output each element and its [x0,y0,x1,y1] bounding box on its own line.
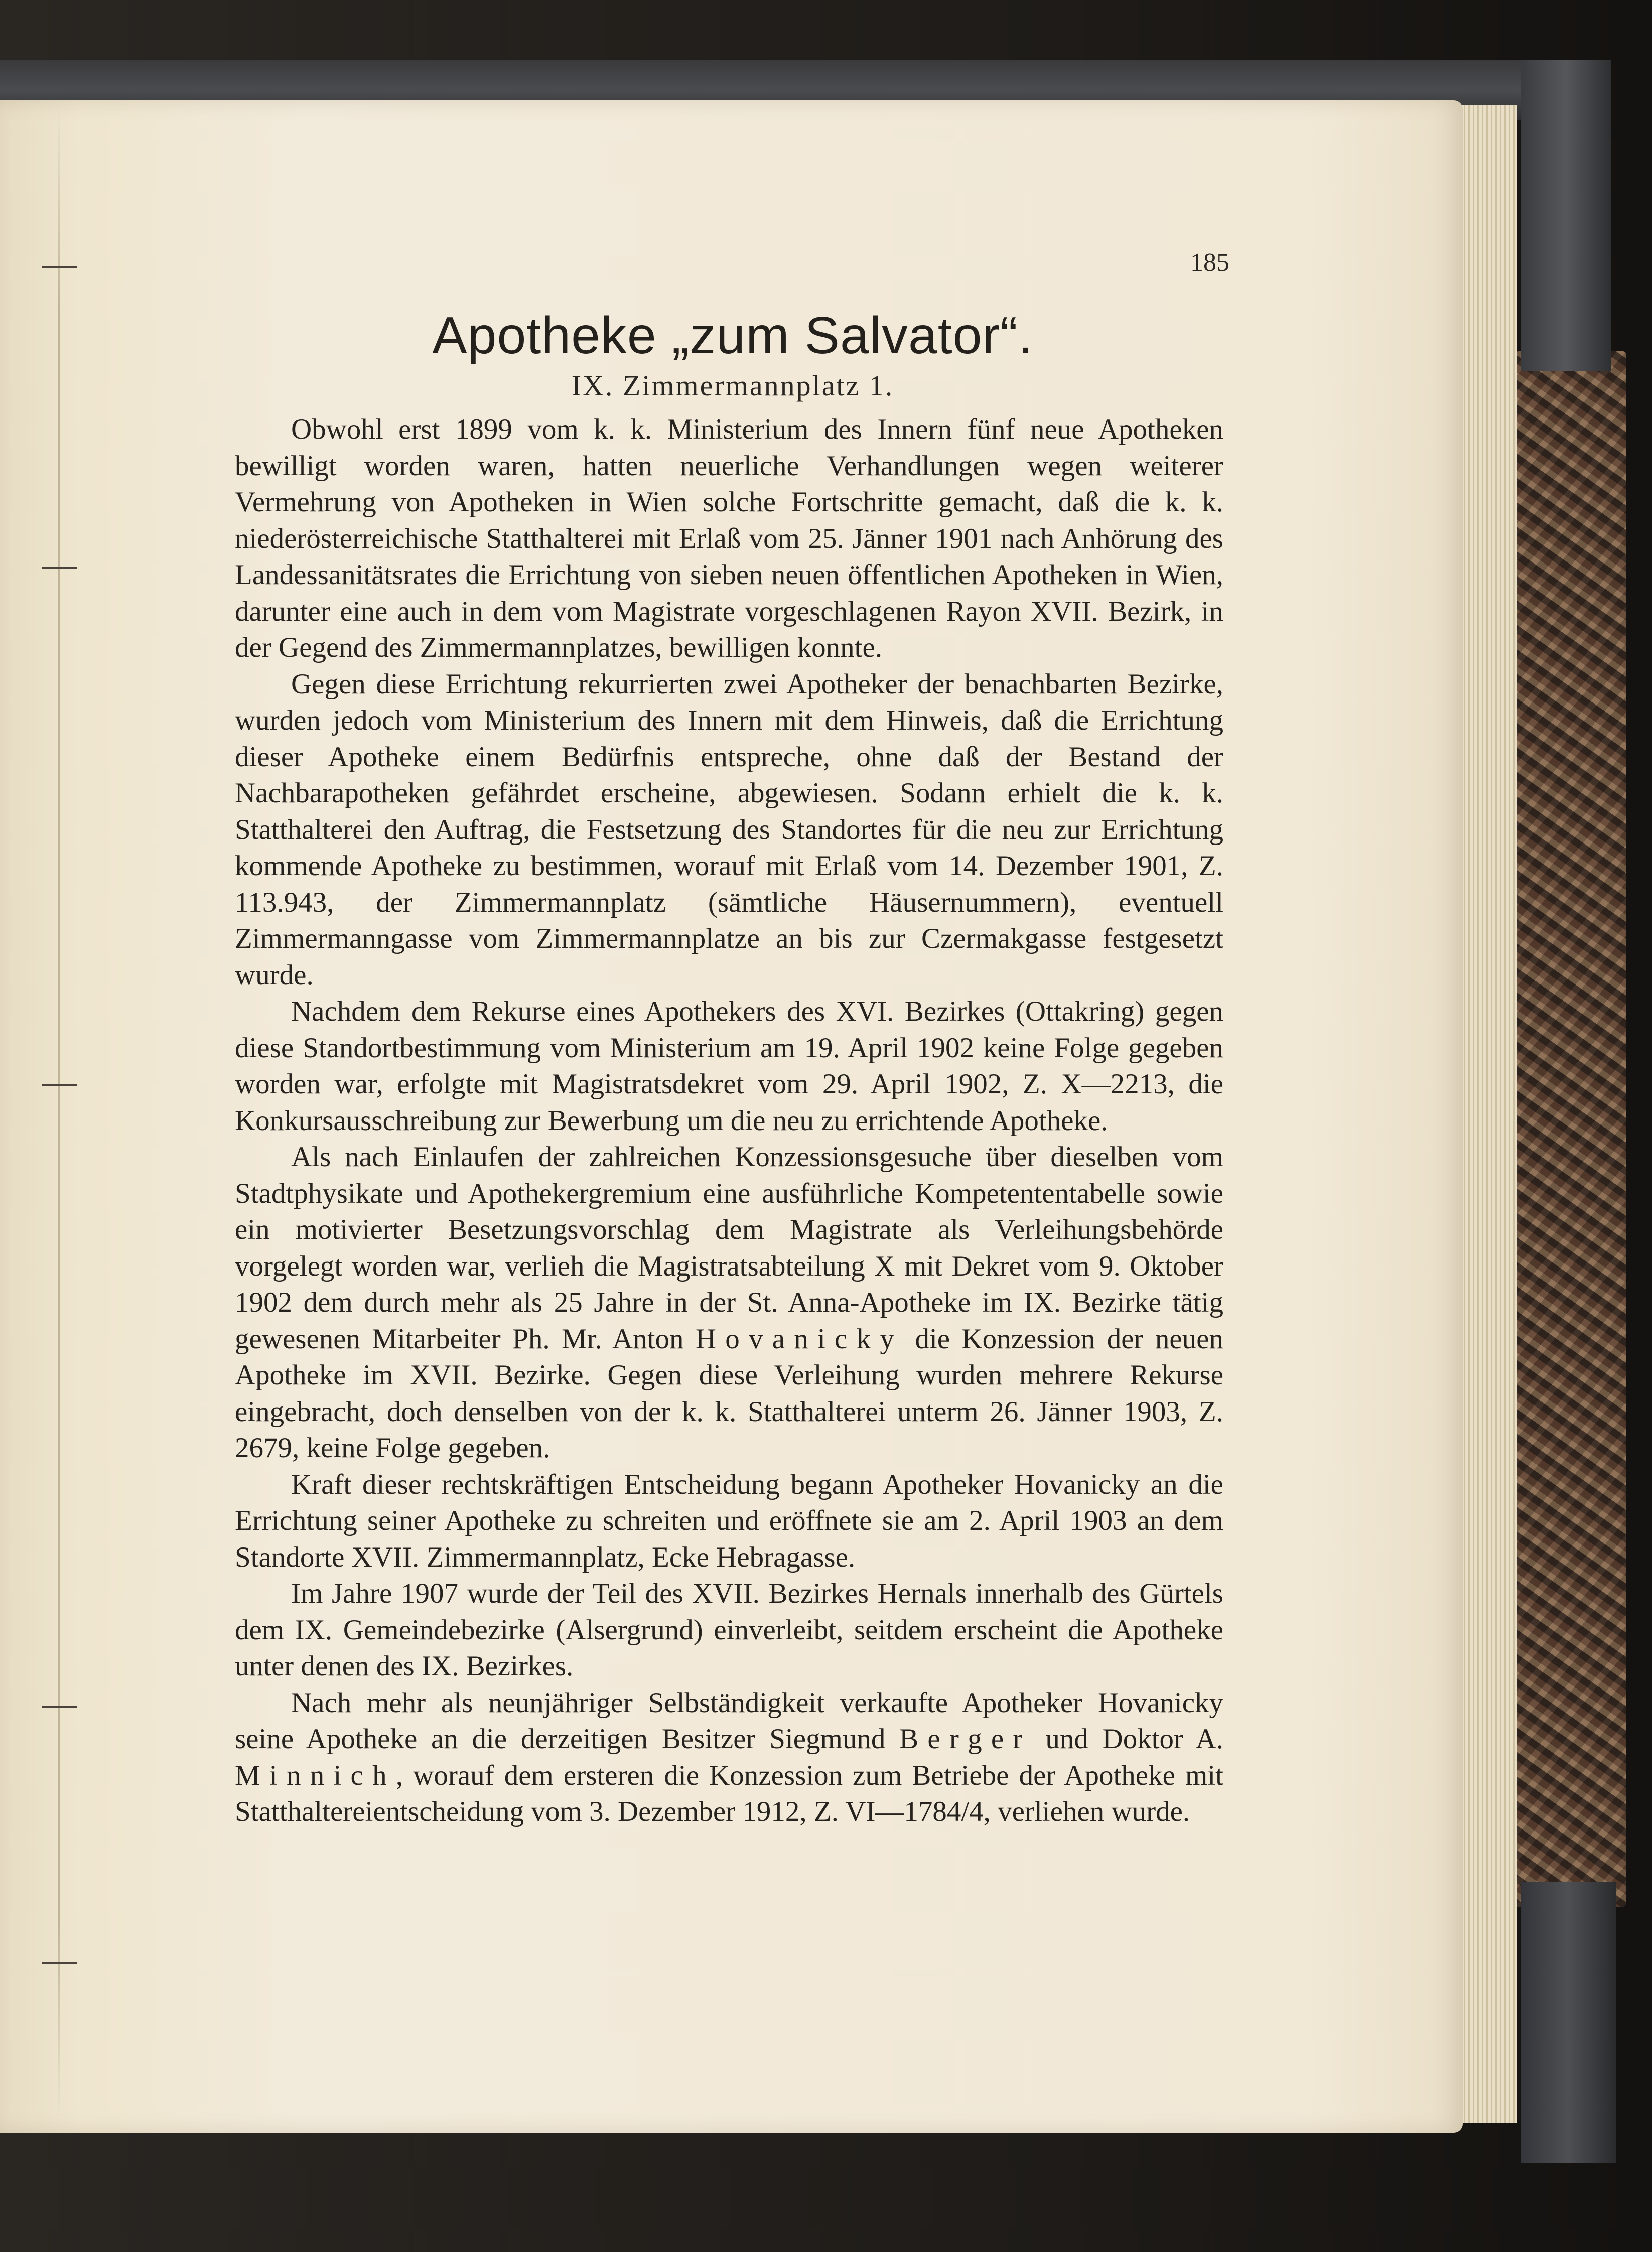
paragraph-3: Nachdem dem Rekurse eines Apothekers des XVI. Bezirkes (Ottakring) gegen diese Standortbestimmung vom Ministerium am 19. April 1902 keine Folge gegeben worden war, erfolgte mit Magistratsdekret vom 29. April 1902, Z. X—2213, die Konkursausschreibung zur Bewerbung um die neu zu errichtende Apotheke. [235,996,1223,1137]
cover-board-right-upper [1521,60,1611,371]
paragraph-4 [235,1139,1223,1467]
binding-stitch [42,1706,77,1708]
marbled-endpaper [1516,351,1626,1907]
paragraph-4-text-after: die Konzession der neuen Apotheke im XVII. Bezirke. Gegen diese Verleihung wurden mehrere Rekurse eingebracht, doch denselben von der k. k. Statthalterei unterm 26. Jänner 1903, Z. 2679, keine Folge gegeben. [235,1323,1223,1464]
person-name-hovanicky: Hovanicky [695,1323,904,1355]
cover-board-right-lower [1521,1882,1616,2163]
paragraph-5: Kraft dieser rechtskräftigen Entscheidung begann Apotheker Hovanicky an die Errichtung seiner Apotheke zu schreiten und eröffnete sie am 2. April 1903 an dem Standorte XVII. Zimmermannplatz, Ecke Hebragasse. [235,1468,1223,1573]
page-subtitle: IX. Zimmermannplatz 1. [571,369,894,402]
paragraph-1: Obwohl erst 1899 vom k. k. Ministerium des Innern fünf neue Apotheken bewilligt worden waren, hatten neuerliche Verhandlungen wegen weiterer Vermehrung von Apotheken in Wien solche Fortschritte gemacht, daß die k. k. niederösterreichische Statthalterei mit Erlaß vom 25. Jänner 1901 nach Anhörung des Landessanitätsrates die Errichtung von sieben neuen öffentlichen Apotheken in Wien, darunter eine auch in dem vom Magistrate vorgeschlagenen Rayon XVII. Bezirk, in der Gegend des Zimmermannplatzes, bewilligen konnte. [235,413,1223,663]
page-number: 185 [1190,248,1229,277]
paragraph-6: Im Jahre 1907 wurde der Teil des XVII. Bezirkes Hernals innerhalb des Gürtels dem IX. Gemeindebezirke (Alsergrund) einverleibt, seitdem erscheint die Apotheke unter denen des IX. Bezirkes. [235,1578,1223,1682]
paragraph-7-text-after: , worauf dem ersteren die Konzession zum Betriebe der Apotheke mit Statthaltereientscheidung vom 3. Dezember 1912, Z. VI—1784/4, verliehen wurde. [235,1759,1223,1827]
person-name-berger: Berger [899,1723,1032,1755]
page-title: Apotheke „zum Salvator“. [432,307,1033,365]
binding-stitch [42,1962,77,1964]
paragraph-2: Gegen diese Errichtung rekurrierten zwei Apotheker der benachbarten Bezirke, wurden jedoch vom Ministerium des Innern mit dem Hinweis, daß die Errichtung dieser Apotheke einem Bedürfnis entspreche, ohne daß der Bestand der Nachbarapotheken gefährdet erscheine, abgewiesen. Sodann erhielt die k. k. Statthalterei den Auftrag, die Festsetzung des Standortes für die neu zur Errichtung kommende Apotheke zu bestimmen, worauf mit Erlaß vom 14. Dezember 1901, Z. 113.943, der Zimmermannplatz (sämtliche Häusernummern), eventuell Zimmermanngasse vom Zimmermannplatze an bis zur Czermakgasse festgesetzt wurde. [235,668,1223,991]
paragraph-7 [235,1685,1223,1831]
paragraph-7-text-before: Nach mehr als neunjähriger Selbständigkeit verkaufte Apotheker Hovanicky seine Apotheke an die derzeitigen Besitzer Siegmund [235,1686,1223,1755]
binding-stitch [42,567,77,569]
page-edges [1455,105,1517,2123]
binding-stitch [42,1084,77,1086]
paragraph-7-text-middle: und Doktor A. [1031,1723,1223,1755]
paragraph-4-text-before: Als nach Einlaufen der zahlreichen Konzessionsgesuche über dieselben vom Stadtphysikate und Apothekergremium eine ausführliche Kompetententabelle sowie ein motivierter Besetzungsvorschlag dem Magistrate als Verleihungsbehörde vorgelegt worden war, verlieh die Magistratsabteilung X mit Dekret vom 9. Oktober 1902 dem durch mehr als 25 Jahre in der St. Anna-Apotheke im IX. Bezirke tätig gewesenen Mitarbeiter Ph. Mr. Anton [235,1141,1223,1355]
article-body [235,411,1223,1831]
person-name-minnich: Minnich [235,1759,396,1791]
binding-gutter [58,110,60,2118]
binding-stitch [42,266,77,268]
